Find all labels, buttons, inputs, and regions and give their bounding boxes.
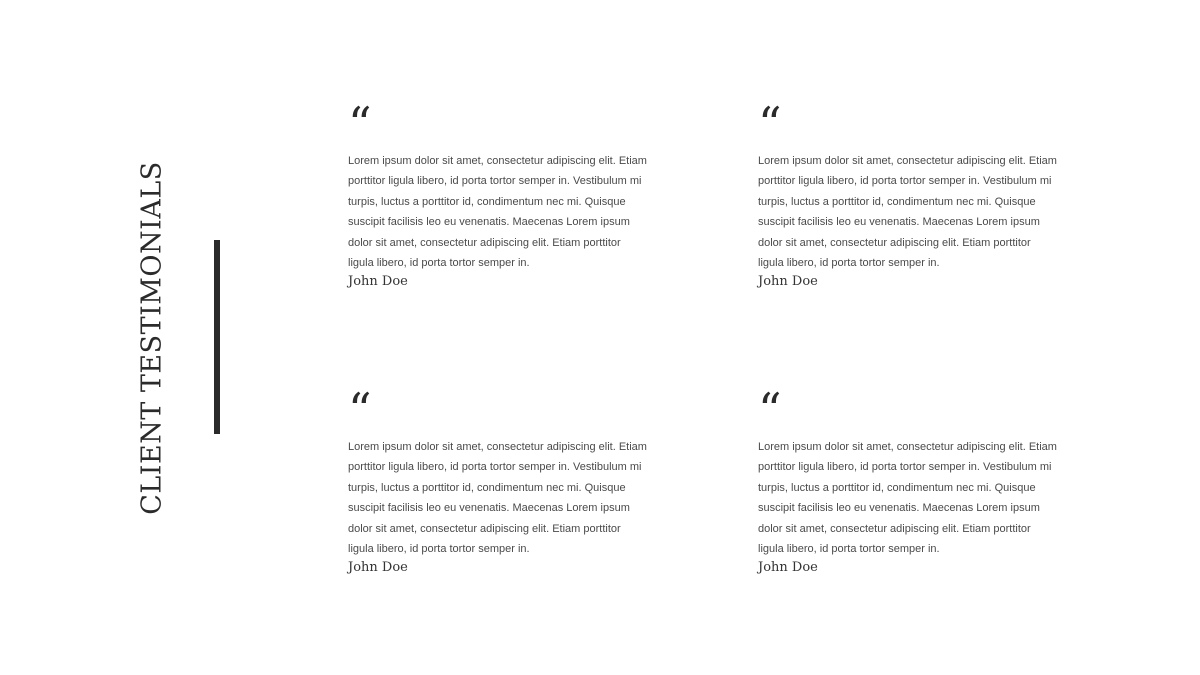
quote-mark-icon: “ (348, 383, 370, 437)
testimonial-card (758, 97, 1058, 290)
testimonial-text: Lorem ipsum dolor sit amet, consectetur adipiscing elit. Etiam porttitor ligula libero, id porta tortor semper in. Vestibulum mi turpis, luctus a porttitor id, condimentum nec mi. Quisque suscipit facilisis leo eu venenatis. Maecenas Lorem ipsum dolor sit amet, consectetur adipiscing elit. Etiam porttitor ligula libero, id porta tortor semper in. (348, 155, 647, 270)
quote-mark-icon: “ (758, 97, 780, 151)
quote-mark-icon: “ (348, 97, 370, 151)
testimonial-author: John Doe (348, 274, 408, 290)
quote-mark-icon: “ (758, 383, 780, 437)
testimonial-author: John Doe (758, 560, 818, 576)
testimonial-text: Lorem ipsum dolor sit amet, consectetur adipiscing elit. Etiam porttitor ligula libero, id porta tortor semper in. Vestibulum mi turpis, luctus a porttitor id, condimentum nec mi. Quisque suscipit facilisis leo eu venenatis. Maecenas Lorem ipsum dolor sit amet, consectetur adipiscing elit. Etiam porttitor ligula libero, id porta tortor semper in. (758, 441, 1057, 556)
accent-bar (214, 240, 220, 434)
testimonial-text: Lorem ipsum dolor sit amet, consectetur adipiscing elit. Etiam porttitor ligula libero, id porta tortor semper in. Vestibulum mi turpis, luctus a porttitor id, condimentum nec mi. Quisque suscipit facilisis leo eu venenatis. Maecenas Lorem ipsum dolor sit amet, consectetur adipiscing elit. Etiam porttitor ligula libero, id porta tortor semper in. (758, 155, 1057, 270)
testimonial-text: Lorem ipsum dolor sit amet, consectetur adipiscing elit. Etiam porttitor ligula libero, id porta tortor semper in. Vestibulum mi turpis, luctus a porttitor id, condimentum nec mi. Quisque suscipit facilisis leo eu venenatis. Maecenas Lorem ipsum dolor sit amet, consectetur adipiscing elit. Etiam porttitor ligula libero, id porta tortor semper in. (348, 441, 647, 556)
section-title: CLIENT TESTIMONIALS (136, 161, 168, 515)
testimonial-author: John Doe (758, 274, 818, 290)
testimonial-card (348, 383, 648, 576)
testimonial-card (758, 383, 1058, 576)
testimonial-card (348, 97, 648, 290)
testimonial-author: John Doe (348, 560, 408, 576)
